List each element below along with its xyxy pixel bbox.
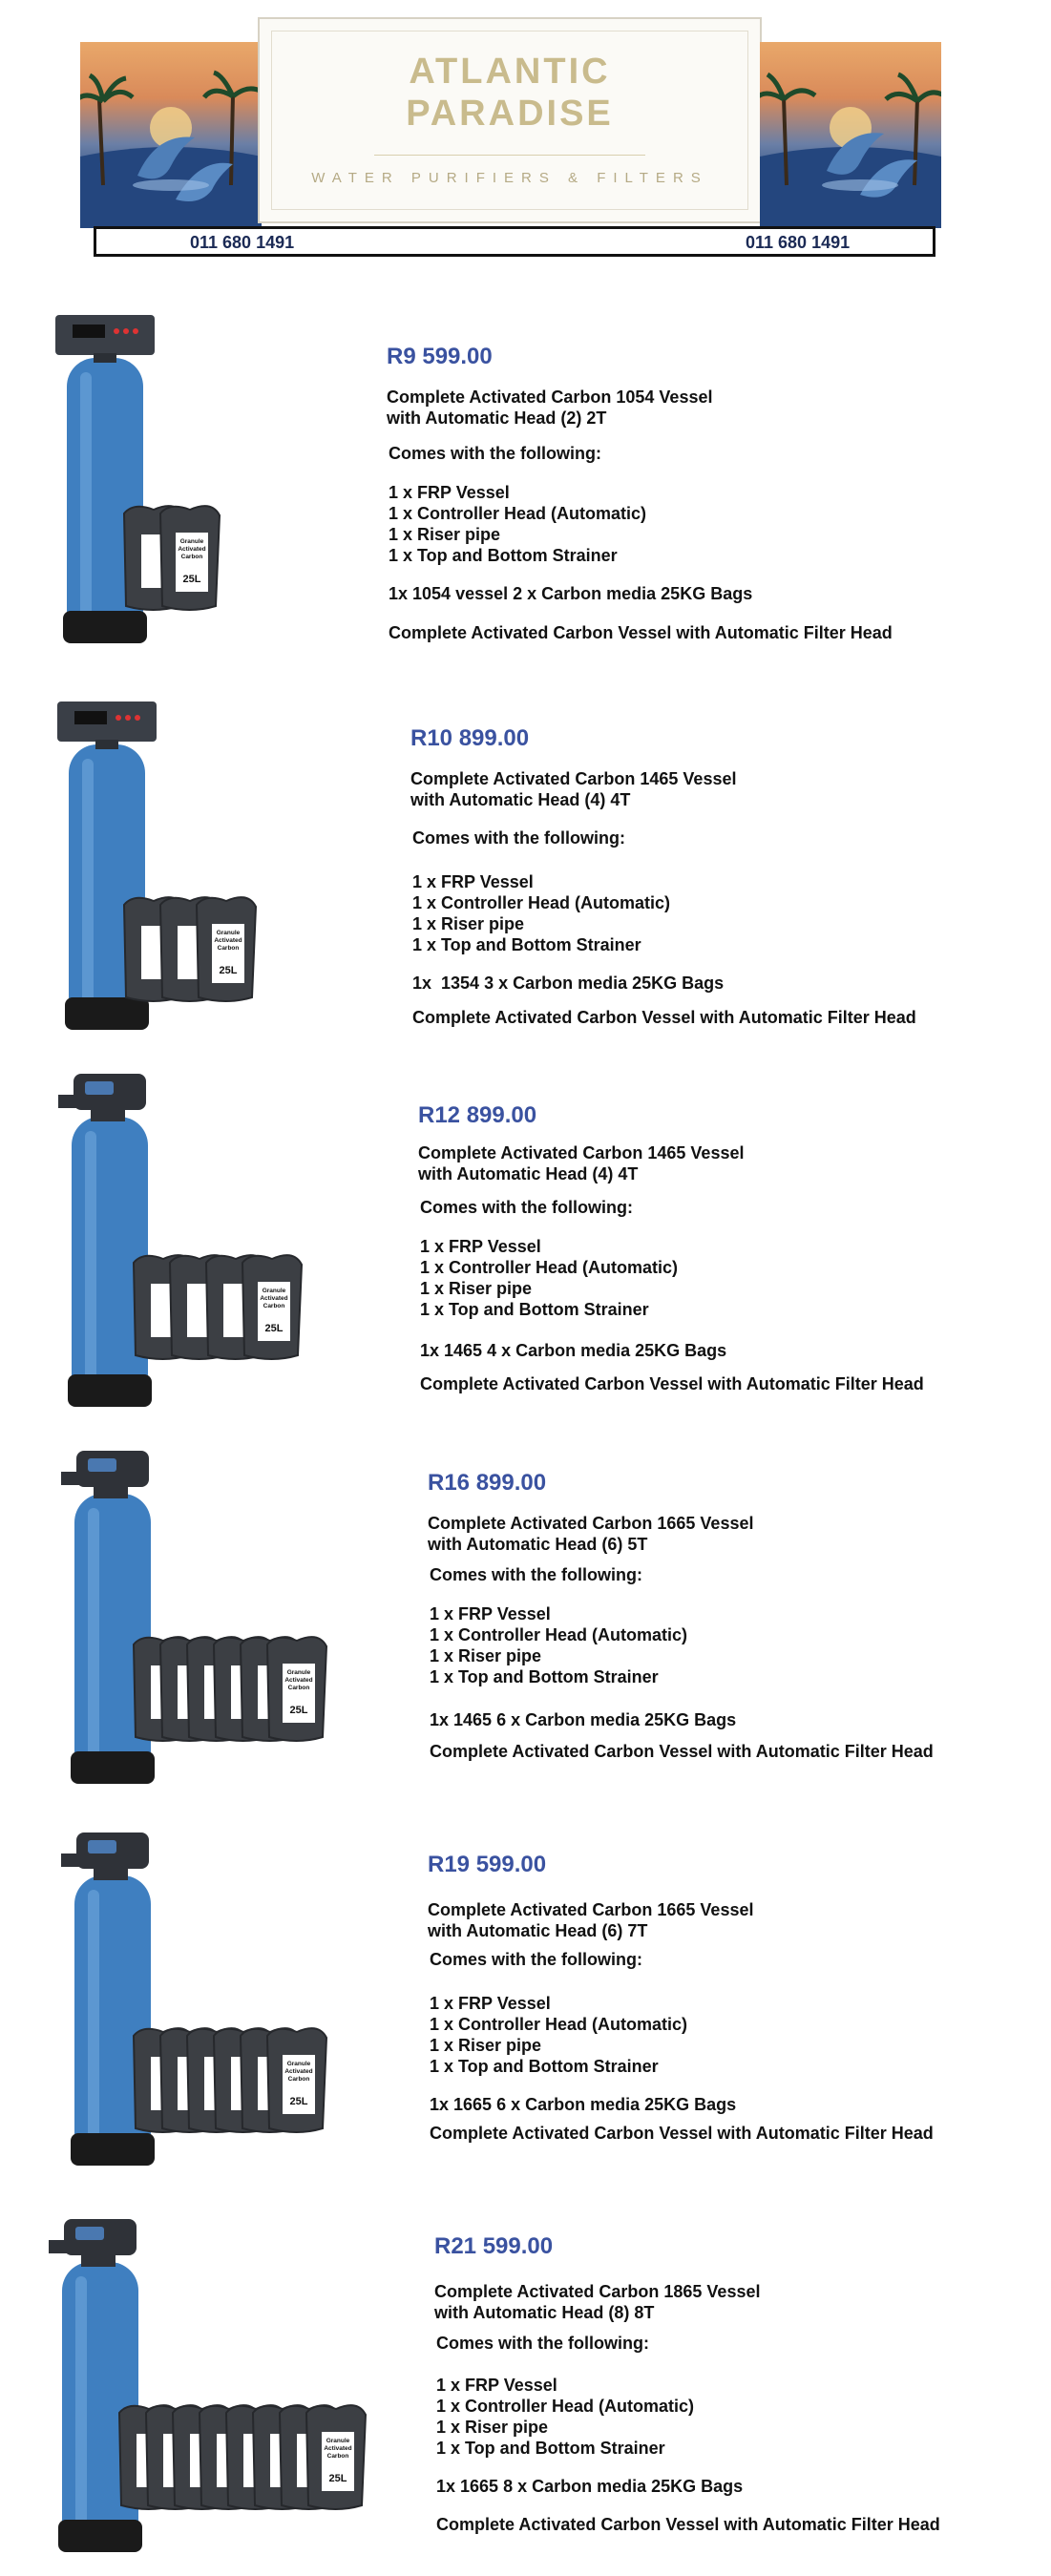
valve-neck [91, 1108, 125, 1121]
controller-light [123, 328, 129, 334]
vessel-highlight [75, 2276, 87, 2529]
product-description: Complete Activated Carbon Vessel with Automatic Filter Head [436, 2515, 940, 2534]
included-items-list [420, 1236, 678, 1320]
bag-label-text: Carbon [217, 945, 240, 952]
product-title-line1: Complete Activated Carbon 1665 Vessel [428, 1900, 754, 1919]
included-item: 1 x FRP Vessel [389, 483, 510, 502]
included-item: 1 x Riser pipe [430, 1646, 542, 1665]
valve-neck [81, 2253, 116, 2267]
product-card [0, 2200, 1051, 2563]
product-description: Complete Activated Carbon Vessel with Automatic Filter Head [389, 623, 893, 642]
vessel-highlight [88, 1508, 99, 1761]
product-card [0, 1432, 1051, 1794]
controller-neck [95, 740, 118, 749]
product-description: Complete Activated Carbon Vessel with Automatic Filter Head [430, 1742, 934, 1761]
controller-display [73, 325, 105, 338]
carbon-media-line: 1x 1354 3 x Carbon media 25KG Bags [412, 974, 725, 993]
comes-with-label: Comes with the following: [436, 2334, 649, 2353]
product-title-line2: with Automatic Head (2) 2T [387, 408, 607, 428]
vessel-base [63, 611, 147, 643]
controller-neck [94, 353, 116, 363]
product-price: R9 599.00 [387, 344, 493, 369]
included-items-list [412, 871, 670, 955]
comes-with-label: Comes with the following: [430, 1950, 642, 1969]
vessel-base [58, 2520, 142, 2552]
valve-display [75, 2227, 104, 2240]
bag-label-text: Granule [286, 1669, 311, 1676]
bag-label-text: Carbon [326, 2453, 349, 2460]
product-description: Complete Activated Carbon Vessel with Automatic Filter Head [420, 1374, 924, 1393]
controller-light [133, 328, 138, 334]
product-title [410, 768, 736, 810]
valve-display [88, 1458, 116, 1472]
bag-label-text: Activated [178, 546, 206, 553]
product-title-line2: with Automatic Head (4) 4T [418, 1164, 639, 1183]
bag-label-size: 25L [264, 1323, 284, 1334]
bag-label-size: 25L [328, 2473, 347, 2484]
bag-label-text: Granule [216, 930, 241, 936]
product-image [0, 1064, 420, 1417]
product-card [0, 692, 1051, 1045]
product-image [0, 692, 420, 1045]
included-item: 1 x Top and Bottom Strainer [430, 1667, 659, 1686]
product-title-line1: Complete Activated Carbon 1865 Vessel [434, 2282, 761, 2301]
comes-with-label: Comes with the following: [412, 828, 625, 848]
included-item: 1 x Controller Head (Automatic) [420, 1258, 679, 1277]
included-item: 1 x Controller Head (Automatic) [436, 2397, 695, 2416]
product-price: R21 599.00 [434, 2233, 554, 2259]
vessel-highlight [85, 1131, 96, 1384]
carbon-media-line: 1x 1054 vessel 2 x Carbon media 25KG Bags [389, 584, 753, 603]
product-title-line2: with Automatic Head (6) 5T [428, 1535, 648, 1554]
included-item: 1 x Top and Bottom Strainer [420, 1300, 649, 1319]
carbon-media-line: 1x 1465 6 x Carbon media 25KG Bags [430, 1710, 737, 1729]
product-image [0, 1818, 420, 2181]
bag-label-text: Carbon [287, 1685, 310, 1691]
logo-name-line1: ATLANTIC [409, 52, 611, 92]
bag-label-text: Granule [179, 538, 204, 545]
included-item: 1 x FRP Vessel [430, 1604, 551, 1623]
included-item: 1 x Riser pipe [430, 2036, 542, 2055]
bag-label-size: 25L [219, 965, 238, 976]
product-card [0, 1818, 1051, 2181]
valve-port [49, 2240, 68, 2253]
vessel-highlight [80, 372, 92, 620]
vessel-highlight [82, 759, 94, 1007]
bag-label-text: Granule [286, 2061, 311, 2067]
included-item: 1 x FRP Vessel [436, 2376, 557, 2395]
dolphin-image-left [80, 42, 262, 228]
bag-label-size: 25L [182, 574, 201, 585]
controller-light [135, 715, 140, 721]
vessel-base [71, 1751, 155, 1784]
included-item: 1 x Top and Bottom Strainer [389, 546, 618, 565]
phone-number-right[interactable]: 011 680 1491 [746, 233, 851, 252]
phone-bar [94, 226, 935, 257]
included-item: 1 x Riser pipe [436, 2418, 549, 2437]
bag-label-size: 25L [289, 2096, 308, 2107]
included-item: 1 x Top and Bottom Strainer [430, 2057, 659, 2076]
product-price: R16 899.00 [428, 1470, 547, 1496]
vessel-highlight [88, 1890, 99, 2143]
vessel-base [68, 1374, 152, 1407]
valve-port [61, 1472, 80, 1485]
bag-label-text: Carbon [287, 2076, 310, 2083]
bag-label-size: 25L [289, 1705, 308, 1716]
bag-label-text: Activated [214, 937, 242, 944]
product-title-line2: with Automatic Head (6) 7T [428, 1921, 648, 1940]
bag-label-text: Activated [284, 1677, 313, 1684]
bag-label-text: Activated [324, 2445, 352, 2452]
included-item: 1 x Riser pipe [420, 1279, 533, 1298]
logo-tagline: WATER PURIFIERS & FILTERS [311, 170, 708, 186]
product-title [418, 1142, 744, 1184]
bag-label-text: Carbon [180, 554, 203, 560]
valve-display [85, 1081, 114, 1095]
included-item: 1 x Riser pipe [412, 914, 525, 933]
included-items-list [389, 482, 646, 566]
bag-label-text: Granule [326, 2438, 350, 2444]
valve-port [58, 1095, 77, 1108]
comes-with-label: Comes with the following: [430, 1565, 642, 1584]
included-item: 1 x Controller Head (Automatic) [430, 1625, 688, 1644]
product-title [428, 1513, 753, 1555]
included-items-list [436, 2375, 694, 2459]
product-image [0, 305, 420, 668]
carbon-media-line: 1x 1665 6 x Carbon media 25KG Bags [430, 2095, 737, 2114]
product-price: R10 899.00 [410, 725, 530, 751]
comes-with-label: Comes with the following: [389, 444, 601, 463]
dolphin-scene-icon [80, 42, 262, 228]
included-item: 1 x Top and Bottom Strainer [412, 935, 641, 954]
product-image [0, 1432, 420, 1794]
included-items-list [430, 1603, 687, 1687]
controller-display [74, 711, 107, 724]
carbon-media-line: 1x 1465 4 x Carbon media 25KG Bags [420, 1341, 727, 1360]
valve-port [61, 1853, 80, 1867]
carbon-media-line: 1x 1665 8 x Carbon media 25KG Bags [436, 2477, 744, 2496]
included-item: 1 x FRP Vessel [430, 1994, 551, 2013]
valve-neck [94, 1867, 128, 1880]
product-card [0, 305, 1051, 668]
included-item: 1 x Top and Bottom Strainer [436, 2439, 665, 2458]
controller-light [116, 715, 121, 721]
product-title [387, 387, 712, 429]
product-title-line2: with Automatic Head (4) 4T [410, 790, 631, 809]
included-item: 1 x FRP Vessel [412, 872, 534, 891]
valve-display [88, 1840, 116, 1853]
vessel-base [71, 2133, 155, 2166]
included-item: 1 x Riser pipe [389, 525, 501, 544]
controller-light [114, 328, 119, 334]
product-title [428, 1899, 753, 1941]
product-card [0, 1064, 1051, 1417]
included-item: 1 x Controller Head (Automatic) [389, 504, 647, 523]
logo [258, 17, 762, 223]
product-title-line2: with Automatic Head (8) 8T [434, 2303, 655, 2322]
bag-label-text: Activated [284, 2068, 313, 2075]
bag-label-text: Granule [262, 1288, 286, 1294]
product-description: Complete Activated Carbon Vessel with Automatic Filter Head [430, 2124, 934, 2143]
header-banner [80, 13, 951, 252]
product-title-line1: Complete Activated Carbon 1465 Vessel [418, 1143, 745, 1162]
included-item: 1 x Controller Head (Automatic) [412, 893, 671, 912]
product-image [0, 2200, 420, 2563]
included-item: 1 x FRP Vessel [420, 1237, 541, 1256]
product-price: R19 599.00 [428, 1852, 547, 1877]
dolphin-image-right [760, 42, 941, 228]
product-title-line1: Complete Activated Carbon 1054 Vessel [387, 387, 713, 407]
product-price: R12 899.00 [418, 1102, 537, 1128]
bag-label-text: Carbon [263, 1303, 285, 1309]
product-title [434, 2281, 760, 2323]
included-item: 1 x Controller Head (Automatic) [430, 2015, 688, 2034]
controller-light [125, 715, 131, 721]
comes-with-label: Comes with the following: [420, 1198, 633, 1217]
product-title-line1: Complete Activated Carbon 1465 Vessel [410, 769, 737, 788]
logo-name-line2: PARADISE [406, 94, 614, 134]
bag-label-text: Activated [260, 1295, 288, 1302]
product-title-line1: Complete Activated Carbon 1665 Vessel [428, 1514, 754, 1533]
phone-number-left[interactable]: 011 680 1491 [190, 233, 295, 252]
vessel-base [65, 997, 149, 1030]
valve-neck [94, 1485, 128, 1498]
product-description: Complete Activated Carbon Vessel with Automatic Filter Head [412, 1008, 916, 1027]
included-items-list [430, 1993, 687, 2077]
dolphin-scene-icon [760, 42, 941, 228]
